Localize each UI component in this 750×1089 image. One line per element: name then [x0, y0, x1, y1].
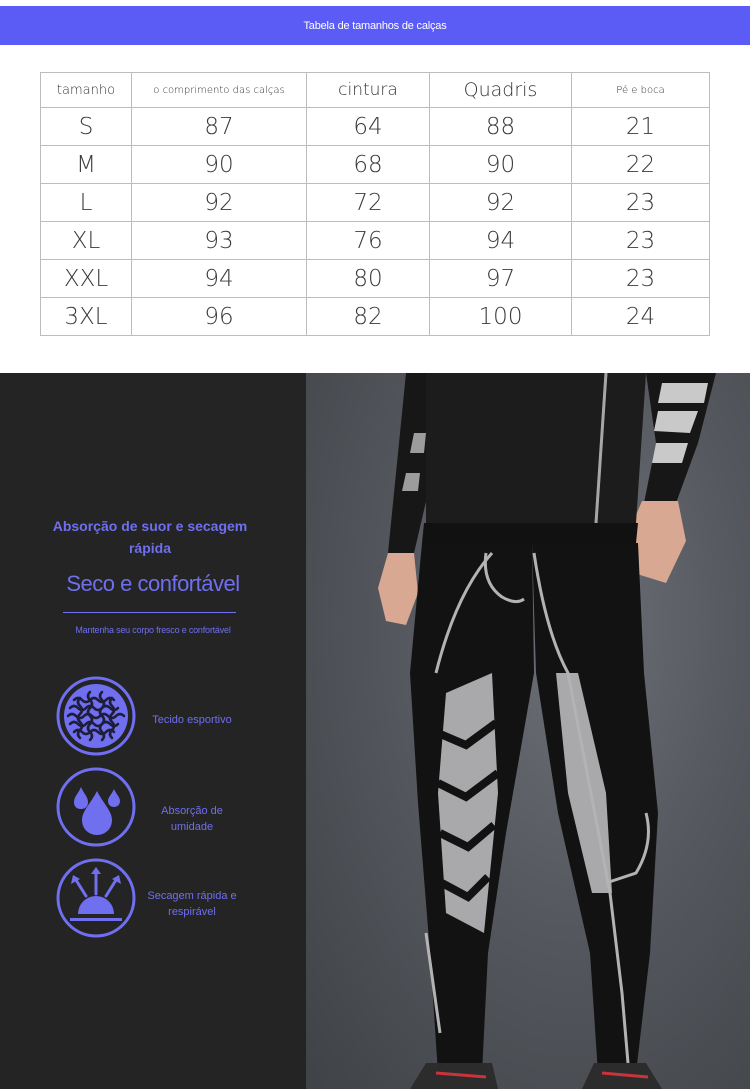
cell-hem: 22 [572, 146, 710, 184]
fabric-texture-icon [56, 676, 136, 756]
cell-size: S [41, 108, 132, 146]
cell-waist: 80 [307, 260, 430, 298]
cell-hem: 23 [572, 184, 710, 222]
table-row [41, 108, 710, 146]
table-row [41, 146, 710, 184]
cell-hips: 97 [430, 260, 572, 298]
cell-hips: 92 [430, 184, 572, 222]
table-row [41, 222, 710, 260]
cell-hem: 23 [572, 260, 710, 298]
cell-hem: 23 [572, 222, 710, 260]
feature-subline: Mantenha seu corpo fresco e confortável [75, 625, 231, 635]
feature-label-moisture: Absorção de umidade [161, 805, 223, 833]
cell-hem: 24 [572, 298, 710, 336]
product-photo [306, 373, 750, 1089]
feature-divider [63, 612, 236, 613]
column-header-length: o comprimento das calças [132, 73, 307, 108]
column-header-waist: cintura [307, 73, 430, 108]
feature-item-fabric [0, 676, 306, 760]
cell-waist: 64 [307, 108, 430, 146]
cell-hem: 21 [572, 108, 710, 146]
cell-hips: 88 [430, 108, 572, 146]
feature-headline: Seco e confortável [66, 571, 240, 596]
cell-hips: 100 [430, 298, 572, 336]
size-chart-title: Tabela de tamanhos de calças [303, 19, 447, 32]
feature-panel [0, 373, 306, 1089]
feature-label-fabric: Tecido esportivo [152, 714, 232, 726]
feature-label-breathable: Secagem rápida e respirável [147, 890, 237, 918]
cell-length: 90 [132, 146, 307, 184]
column-header-hips: Quadris [430, 73, 572, 108]
table-header-row [41, 73, 710, 108]
column-header-size: tamanho [41, 73, 132, 108]
cell-waist: 68 [307, 146, 430, 184]
cell-size: 3XL [41, 298, 132, 336]
cell-size: L [41, 184, 132, 222]
cell-size: M [41, 146, 132, 184]
size-chart-header [0, 6, 750, 45]
feature-tagline: Absorção de suor e secagem rápida [52, 518, 248, 556]
sunrise-arrows-icon [56, 858, 136, 938]
cell-size: XL [41, 222, 132, 260]
cell-length: 87 [132, 108, 307, 146]
cell-size: XXL [41, 260, 132, 298]
column-header-hem: Pé e boca [572, 73, 710, 108]
cell-length: 93 [132, 222, 307, 260]
table-row [41, 184, 710, 222]
table-row [41, 260, 710, 298]
feature-item-breathable [0, 858, 306, 942]
product-feature-section [0, 373, 750, 1089]
cell-length: 92 [132, 184, 307, 222]
feature-item-moisture [0, 767, 306, 851]
cell-waist: 82 [307, 298, 430, 336]
size-table [40, 72, 710, 336]
cell-waist: 72 [307, 184, 430, 222]
cell-length: 96 [132, 298, 307, 336]
water-drops-icon [56, 767, 136, 847]
cell-length: 94 [132, 260, 307, 298]
cell-waist: 76 [307, 222, 430, 260]
cell-hips: 90 [430, 146, 572, 184]
cell-hips: 94 [430, 222, 572, 260]
table-row [41, 298, 710, 336]
